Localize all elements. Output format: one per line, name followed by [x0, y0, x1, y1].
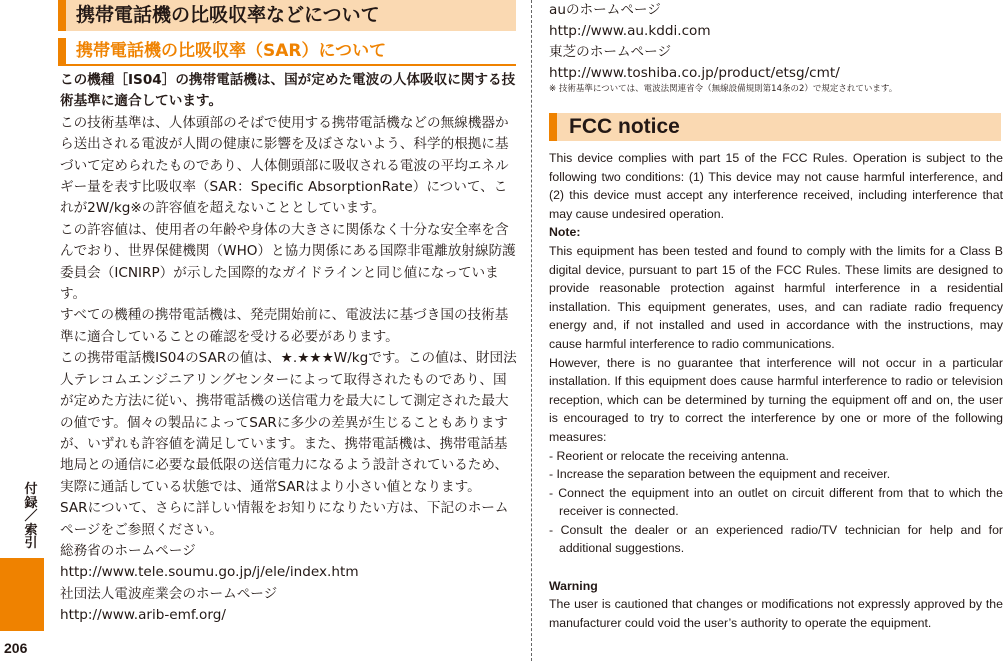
note-paragraph: This equipment has been tested and found to comply with the limits for a Class B digital device, pursuant to part 15 of the FCC Rules. These limits are designed to provide reasonable protection against harmful interference in a residential installation. This equipment generates, uses, and can radiate radio frequency energy and, if not installed and used in accordance with the instructions, may cause harmful interference to radio communications.: [549, 243, 1003, 351]
column-divider: [531, 0, 532, 661]
list-item: - Connect the equipment into an outlet on circuit different from that to which the receiver is connected.: [549, 485, 1003, 519]
link-label: auのホームページ: [549, 2, 661, 18]
list-item: - Consult the dealer or an experienced radio/TV technician for help and for additional suggestions.: [549, 522, 1003, 556]
link-label: 社団法人電波産業会のホームページ: [60, 585, 278, 602]
measures-list: [549, 447, 1003, 559]
sar-paragraph: SARについて、さらに詳しい情報をお知りになりたい方は、下記のホームページをご参照ください。: [60, 500, 509, 538]
note-label: Note:: [549, 225, 581, 240]
note-paragraph: However, there is no guarantee that interference will not occur in a particular installation. If this equipment does cause harmful interference to radio or television reception, which can be determined by turning the equipment off and on, the user is encouraged to try to correct the interference by one or more of the following measures:: [549, 355, 1003, 444]
url-soumu[interactable]: http://www.tele.soumu.go.jp/j/ele/index.htm: [60, 564, 359, 581]
side-tab-label: 付録／索引: [24, 482, 38, 551]
side-tab-marker: [0, 558, 44, 631]
fcc-heading: FCC notice: [549, 113, 1001, 141]
link-label: 総務省のホームページ: [60, 542, 196, 559]
sar-paragraph: この携帯電話機IS04のSARの値は、★.★★★W/kgです。この値は、財団法人テレコムエンジニアリングセンターによって取得されたものであり、国が定めた方法に従い、携帯電話機の送信電力を最大にして測定された最大の値です。個々の製品によってSARに多少の差異が生じることもありますが、いずれも許容値を満足しています。また、携帯電話機は、携帯電話基地局との通信に必要な最低限の送信電力になるよう設計されているため、実際に通話している状態では、通常SARはより小さい値となります。: [60, 350, 517, 495]
sar-paragraph: この技術基準は、人体頭部のそばで使用する携帯電話機などの無線機器から送出される電波が人間の健康に影響を及ぼさないよう、科学的根拠に基づいて定められたものであり、人体側頭部に吸収される電波の平均エネルギー量を表す比吸収率（SAR：Specific AbsorptionRate）について、これが2W/kg※の許容値を超えないこととしています。: [60, 114, 509, 217]
list-item: - Reorient or relocate the receiving antenna.: [549, 448, 789, 463]
warning-label: Warning: [549, 578, 598, 593]
url-toshiba[interactable]: http://www.toshiba.co.jp/product/etsg/cmt/: [549, 65, 840, 81]
url-arib[interactable]: http://www.arib-emf.org/: [60, 607, 226, 624]
page-number: 206: [4, 640, 28, 656]
homepage-links: [549, 0, 999, 84]
sar-paragraph: すべての機種の携帯電話機は、発売開始前に、電波法に基づき国の技術基準に適合していることの確認を受ける必要があります。: [60, 307, 509, 345]
fcc-body: [549, 149, 1003, 632]
footnote: ※ 技術基準については、電波法関連省令（無線設備規則第14条の2）で規定されています。: [549, 84, 898, 94]
sar-paragraph: この許容値は、使用者の年齢や身体の大きさに関係なく十分な安全率を含んでおり、世界保健機関（WHO）と協力関係にある国際非電離放射線防護委員会（ICNIRP）が示した国際的なガイドラインと同じ値になっています。: [60, 221, 516, 303]
sar-body: [60, 70, 518, 627]
warning-paragraph: The user is cautioned that changes or modifications not expressly approved by the manufacturer could void the user’s authority to operate the equipment.: [549, 597, 1003, 630]
sar-lead-paragraph: この機種［IS04］の携帯電話機は、国が定めた電波の人体吸収に関する技術基準に適合しています。: [60, 72, 516, 110]
spacer: [549, 558, 1003, 577]
list-item: - Increase the separation between the equipment and receiver.: [549, 467, 891, 482]
link-label: 東芝のホームページ: [549, 44, 672, 60]
subsection-underline: [58, 64, 516, 66]
fcc-paragraph: This device complies with part 15 of the FCC Rules. Operation is subject to the following two conditions: (1) This device may not cause harmful interference, and (2) this device must accept any interference received, including interference that may cause undesired operation.: [549, 151, 1003, 221]
subsection-heading: 携帯電話機の比吸収率（SAR）について: [58, 38, 516, 64]
section-heading: 携帯電話機の比吸収率などについて: [58, 0, 516, 31]
url-au[interactable]: http://www.au.kddi.com: [549, 23, 711, 39]
